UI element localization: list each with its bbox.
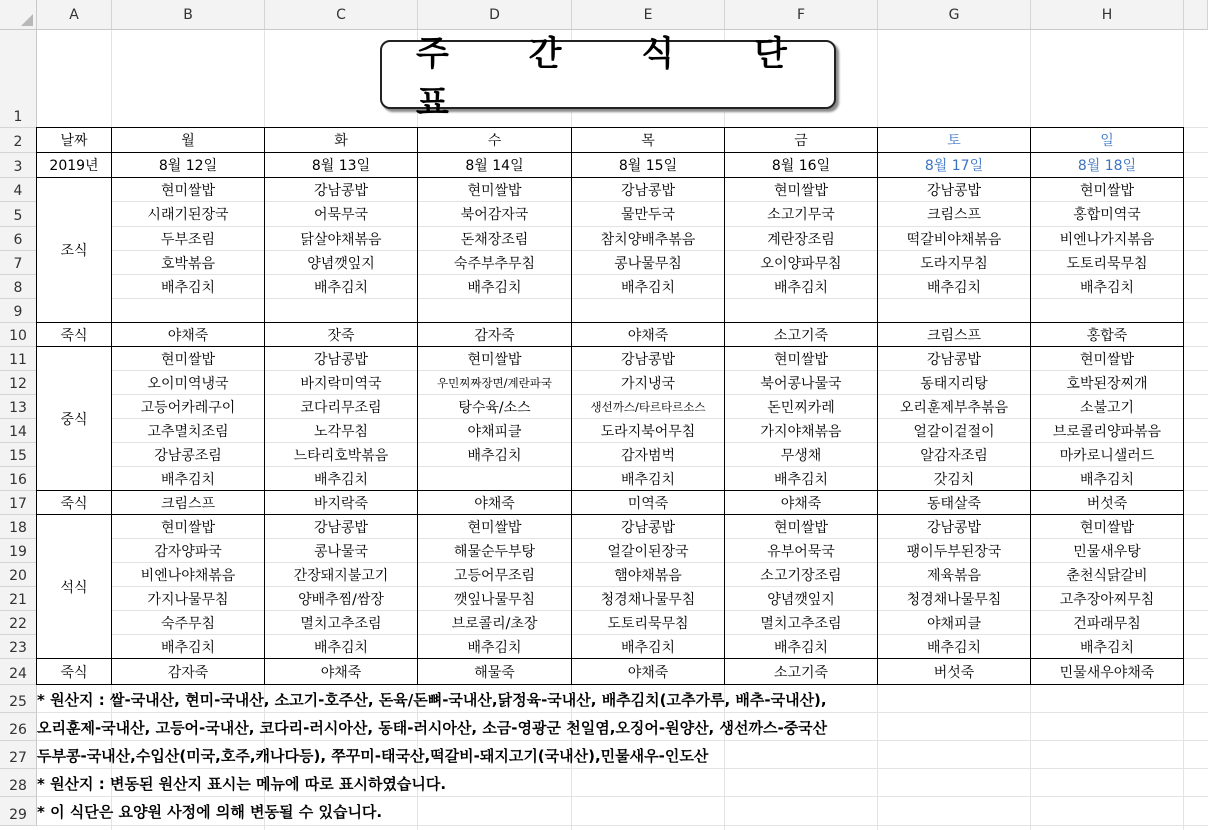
menu-cell[interactable]: 떡갈비야채볶음 (878, 227, 1030, 250)
section-label-porridge[interactable]: 죽식 (37, 323, 111, 346)
porridge-cell[interactable]: 소고기죽 (725, 659, 877, 684)
menu-cell[interactable]: 양념깻잎지 (725, 587, 877, 610)
page-title: 주 간 식 단 표 (416, 33, 821, 123)
menu-cell[interactable]: 고등어무조림 (418, 563, 571, 586)
porridge-cell[interactable]: 크림스프 (112, 491, 264, 514)
menu-cell[interactable]: 두부조림 (112, 227, 264, 250)
menu-cell[interactable]: 배추김치 (725, 467, 877, 490)
menu-cell[interactable]: 민물새우탕 (1031, 539, 1183, 562)
menu-cell[interactable]: 배추김치 (418, 635, 571, 658)
porridge-cell[interactable]: 소고기죽 (725, 323, 877, 346)
row-header-25[interactable]: 25 (0, 685, 37, 713)
menu-cell[interactable]: 현미쌀밥 (1031, 178, 1183, 201)
menu-cell[interactable]: 비엔나야채볶음 (112, 563, 264, 586)
menu-cell[interactable]: 고추멸치조림 (112, 419, 264, 442)
porridge-cell[interactable]: 버섯죽 (1031, 491, 1183, 514)
row-header-27[interactable]: 27 (0, 741, 37, 769)
porridge-cell[interactable]: 홍합죽 (1031, 323, 1183, 346)
row-header-5[interactable]: 5 (0, 202, 37, 227)
menu-cell[interactable]: 가지냉국 (572, 371, 724, 394)
section-label-dinner[interactable]: 석식 (37, 515, 111, 658)
porridge-cell[interactable]: 감자죽 (112, 659, 264, 684)
table-border (36, 127, 37, 685)
menu-cell[interactable]: 코다리무조림 (265, 395, 417, 418)
menu-cell[interactable]: 노각무침 (265, 419, 417, 442)
menu-cell[interactable]: 도라지북어무침 (572, 419, 724, 442)
menu-cell[interactable]: 배추김치 (418, 275, 571, 298)
menu-cell[interactable]: 멸치고추조림 (265, 611, 417, 634)
menu-cell[interactable]: 고등어카레구이 (112, 395, 264, 418)
menu-cell[interactable]: 강남콩밥 (265, 515, 417, 538)
menu-cell[interactable]: 양념깻잎지 (265, 251, 417, 274)
porridge-cell[interactable]: 야채죽 (572, 659, 724, 684)
row-header-16[interactable]: 16 (0, 467, 37, 491)
menu-cell[interactable]: 해물순두부탕 (418, 539, 571, 562)
table-border (417, 127, 418, 685)
menu-cell[interactable] (418, 299, 571, 322)
section-label-lunch[interactable]: 중식 (37, 347, 111, 490)
header-date-label[interactable]: 날짜 (37, 128, 111, 152)
menu-cell[interactable]: 배추김치 (878, 635, 1030, 658)
column-header-g[interactable]: G (878, 0, 1031, 30)
table-border (264, 127, 265, 685)
table-border (37, 658, 1184, 659)
note-line: * 이 식단은 요양원 사정에 의해 변동될 수 있습니다. (37, 803, 383, 821)
menu-cell[interactable]: 강남콩밥 (572, 178, 724, 201)
menu-cell[interactable]: 강남콩밥 (878, 515, 1030, 538)
row-header-24[interactable]: 24 (0, 659, 37, 685)
day-header[interactable]: 금 (725, 128, 877, 152)
menu-cell[interactable]: 배추김치 (112, 467, 264, 490)
porridge-cell[interactable]: 야채죽 (572, 323, 724, 346)
menu-cell[interactable]: 소고기무국 (725, 202, 877, 226)
menu-cell[interactable]: 현미쌀밥 (418, 347, 571, 370)
menu-cell[interactable]: 감자양파국 (112, 539, 264, 562)
menu-cell[interactable]: 콩나물국 (265, 539, 417, 562)
menu-cell[interactable]: 현미쌀밥 (418, 178, 571, 201)
menu-cell[interactable]: 돈채장조림 (418, 227, 571, 250)
row-header-4[interactable]: 4 (0, 178, 37, 202)
row-header-26[interactable]: 26 (0, 713, 37, 741)
menu-cell[interactable]: 도라지무침 (878, 251, 1030, 274)
menu-cell[interactable]: 유부어묵국 (725, 539, 877, 562)
menu-cell[interactable]: 멸치고추조림 (725, 611, 877, 634)
menu-cell[interactable]: 배추김치 (572, 467, 724, 490)
menu-cell[interactable]: 바지락미역국 (265, 371, 417, 394)
date-cell[interactable]: 8월 17일 (878, 153, 1030, 177)
day-header[interactable]: 수 (418, 128, 571, 152)
menu-cell[interactable]: 현미쌀밥 (725, 515, 877, 538)
table-border (877, 127, 878, 685)
menu-cell[interactable]: 시래기된장국 (112, 202, 264, 226)
column-header-b[interactable]: B (112, 0, 265, 30)
menu-cell[interactable]: 오리훈제부추볶음 (878, 395, 1030, 418)
menu-cell[interactable]: 간장돼지불고기 (265, 563, 417, 586)
row-header-11[interactable]: 11 (0, 347, 37, 371)
menu-cell[interactable]: 제육볶음 (878, 563, 1030, 586)
menu-cell[interactable]: 닭살야채볶음 (265, 227, 417, 250)
menu-cell[interactable]: 얼갈이된장국 (572, 539, 724, 562)
table-border (37, 514, 1184, 515)
menu-cell[interactable]: 감자범벅 (572, 443, 724, 466)
menu-cell[interactable]: 강남콩밥 (572, 515, 724, 538)
row-header-3[interactable]: 3 (0, 153, 37, 178)
menu-cell[interactable]: 배추김치 (265, 635, 417, 658)
row-header-13[interactable]: 13 (0, 395, 37, 419)
date-cell[interactable]: 8월 15일 (572, 153, 724, 177)
row-header-2[interactable]: 2 (0, 128, 37, 153)
menu-cell[interactable]: 배추김치 (112, 635, 264, 658)
menu-cell[interactable]: 현미쌀밥 (112, 178, 264, 201)
note-line: 두부콩-국내산,수입산(미국,호주,캐나다등), 쭈꾸미-태국산,떡갈비-돼지고기(국내산),민물새우-인도산 (37, 746, 709, 765)
menu-cell[interactable]: 오이양파무침 (725, 251, 877, 274)
menu-cell[interactable]: 얼갈이겉절이 (878, 419, 1030, 442)
row-header-6[interactable]: 6 (0, 227, 37, 251)
day-header[interactable]: 목 (572, 128, 724, 152)
note-line: * 원산지 : 변동된 원산지 표시는 메뉴에 따로 표시하였습니다. (37, 774, 447, 793)
table-border (571, 127, 572, 685)
menu-cell[interactable]: 고추장아찌무침 (1031, 587, 1183, 610)
menu-cell[interactable]: 현미쌀밥 (1031, 515, 1183, 538)
menu-cell[interactable]: 현미쌀밥 (418, 515, 571, 538)
menu-cell[interactable]: 배추김치 (265, 467, 417, 490)
day-header[interactable]: 일 (1031, 128, 1183, 152)
menu-cell[interactable]: 야채피클 (878, 611, 1030, 634)
menu-cell[interactable]: 배추김치 (418, 443, 571, 466)
column-header-e[interactable]: E (572, 0, 725, 30)
menu-cell[interactable]: 비엔나가지볶음 (1031, 227, 1183, 250)
menu-cell[interactable]: 강남콩조림 (112, 443, 264, 466)
title-box (380, 33, 836, 123)
date-cell[interactable]: 8월 18일 (1031, 153, 1183, 177)
menu-cell[interactable]: 숙주무침 (112, 611, 264, 634)
menu-cell[interactable]: 숙주부추무침 (418, 251, 571, 274)
table-border (37, 152, 1184, 153)
row-header-14[interactable]: 14 (0, 419, 37, 443)
row-header-9[interactable]: 9 (0, 299, 37, 323)
menu-cell[interactable] (1031, 299, 1183, 322)
menu-cell[interactable]: 가지야채볶음 (725, 419, 877, 442)
row-header-23[interactable]: 23 (0, 635, 37, 659)
menu-cell[interactable]: 강남콩밥 (265, 347, 417, 370)
table-border (37, 322, 1184, 323)
menu-cell[interactable]: 야채피클 (418, 419, 571, 442)
menu-cell[interactable]: 홍합미역국 (1031, 202, 1183, 226)
menu-cell[interactable]: 배추김치 (265, 275, 417, 298)
menu-cell[interactable]: 강남콩밥 (878, 178, 1030, 201)
column-header-f[interactable]: F (725, 0, 878, 30)
select-all-corner[interactable] (0, 0, 37, 30)
section-label-porridge[interactable]: 죽식 (37, 659, 111, 684)
date-cell[interactable]: 8월 14일 (418, 153, 571, 177)
menu-cell[interactable]: 깻잎나물무침 (418, 587, 571, 610)
menu-cell[interactable]: 호박된장찌개 (1031, 371, 1183, 394)
column-header-extra[interactable] (1184, 0, 1208, 30)
table-border (1030, 127, 1031, 685)
table-border (1183, 127, 1184, 685)
table-border (724, 127, 725, 685)
menu-cell[interactable]: 강남콩밥 (265, 178, 417, 201)
menu-cell[interactable]: 현미쌀밥 (1031, 347, 1183, 370)
menu-cell[interactable]: 팽이두부된장국 (878, 539, 1030, 562)
date-cell[interactable]: 8월 12일 (112, 153, 264, 177)
menu-cell[interactable]: 배추김치 (1031, 275, 1183, 298)
menu-cell[interactable]: 청경채나물무침 (878, 587, 1030, 610)
row-header-17[interactable]: 17 (0, 491, 37, 515)
menu-cell[interactable]: 콩나물무침 (572, 251, 724, 274)
column-header-h[interactable]: H (1031, 0, 1184, 30)
menu-cell[interactable]: 현미쌀밥 (725, 347, 877, 370)
note-line: * 원산지 : 쌀-국내산, 현미-국내산, 소고기-호주산, 돈육/돈뼈-국내산,닭정육-국내산, 배추김치(고추가루, 배추-국내산), (37, 690, 827, 709)
row-header-18[interactable]: 18 (0, 515, 37, 539)
menu-cell[interactable]: 계란장조림 (725, 227, 877, 250)
menu-cell[interactable]: 동태지리탕 (878, 371, 1030, 394)
menu-cell[interactable]: 소고기장조림 (725, 563, 877, 586)
menu-cell[interactable]: 현미쌀밥 (112, 515, 264, 538)
menu-cell[interactable]: 물만두국 (572, 202, 724, 226)
menu-cell[interactable]: 오이미역냉국 (112, 371, 264, 394)
menu-cell[interactable]: 강남콩밥 (572, 347, 724, 370)
row-header-12[interactable]: 12 (0, 371, 37, 395)
menu-cell[interactable] (112, 299, 264, 322)
menu-cell[interactable]: 호박볶음 (112, 251, 264, 274)
menu-cell[interactable]: 느타리호박볶음 (265, 443, 417, 466)
menu-cell[interactable]: 강남콩밥 (878, 347, 1030, 370)
row-header-28[interactable]: 28 (0, 769, 37, 797)
select-all-icon (21, 14, 33, 26)
menu-cell[interactable] (572, 299, 724, 322)
menu-cell[interactable]: 배추김치 (878, 275, 1030, 298)
menu-cell[interactable]: 무생채 (725, 443, 877, 466)
menu-cell[interactable]: 배추김치 (725, 275, 877, 298)
row-header-22[interactable]: 22 (0, 611, 37, 635)
row-header-19[interactable]: 19 (0, 539, 37, 563)
day-header[interactable]: 월 (112, 128, 264, 152)
porridge-cell[interactable]: 민물새우야채죽 (1031, 659, 1183, 684)
menu-cell[interactable]: 갓김치 (878, 467, 1030, 490)
menu-cell[interactable]: 생선까스/타르타르소스 (572, 395, 724, 418)
table-border (37, 490, 1184, 491)
menu-cell[interactable]: 현미쌀밥 (725, 178, 877, 201)
menu-cell[interactable]: 브로콜리/초장 (418, 611, 571, 634)
row-header-1[interactable]: 1 (0, 30, 37, 128)
table-border (37, 346, 1184, 347)
row-header-10[interactable]: 10 (0, 323, 37, 347)
row-header-20[interactable]: 20 (0, 563, 37, 587)
menu-cell[interactable]: 배추김치 (725, 635, 877, 658)
menu-cell[interactable]: 돈민찌카레 (725, 395, 877, 418)
menu-cell[interactable]: 어묵무국 (265, 202, 417, 226)
menu-cell[interactable]: 배추김치 (1031, 635, 1183, 658)
menu-cell[interactable]: 건파래무침 (1031, 611, 1183, 634)
menu-cell[interactable]: 마카로니샐러드 (1031, 443, 1183, 466)
date-cell[interactable]: 8월 13일 (265, 153, 417, 177)
porridge-cell[interactable]: 야채죽 (725, 491, 877, 514)
menu-cell[interactable]: 현미쌀밥 (112, 347, 264, 370)
menu-cell[interactable] (265, 299, 417, 322)
row-header-7[interactable]: 7 (0, 251, 37, 275)
column-header-d[interactable]: D (418, 0, 572, 30)
menu-cell[interactable]: 참치양배추볶음 (572, 227, 724, 250)
row-header-8[interactable]: 8 (0, 275, 37, 299)
table-border (111, 127, 112, 685)
menu-cell[interactable] (725, 299, 877, 322)
row-header-15[interactable]: 15 (0, 443, 37, 467)
table-border (37, 127, 1184, 128)
column-header-a[interactable]: A (37, 0, 112, 30)
menu-cell[interactable] (878, 299, 1030, 322)
porridge-cell[interactable]: 바지락죽 (265, 491, 417, 514)
menu-cell[interactable]: 우민찌짜장면/계란파국 (418, 371, 571, 394)
menu-cell[interactable]: 배추김치 (572, 275, 724, 298)
row-header-29[interactable]: 29 (0, 797, 37, 826)
menu-cell[interactable]: 도토리묵무침 (1031, 251, 1183, 274)
porridge-cell[interactable]: 감자죽 (418, 323, 571, 346)
menu-cell[interactable] (418, 467, 571, 490)
note-line: 오리훈제-국내산, 고등어-국내산, 코다리-러시아산, 동태-러시아산, 소금-영광군 천일염,오징어-원양산, 생선까스-중국산 (37, 718, 828, 737)
menu-cell[interactable]: 햄야채볶음 (572, 563, 724, 586)
porridge-cell[interactable]: 야채죽 (265, 659, 417, 684)
porridge-cell[interactable]: 해물죽 (418, 659, 571, 684)
menu-cell[interactable]: 크림스프 (878, 202, 1030, 226)
day-header[interactable]: 토 (878, 128, 1030, 152)
menu-cell[interactable]: 배추김치 (572, 635, 724, 658)
menu-cell[interactable]: 탕수육/소스 (418, 395, 571, 418)
menu-cell[interactable]: 브로콜리양파볶음 (1031, 419, 1183, 442)
porridge-cell[interactable]: 미역죽 (572, 491, 724, 514)
menu-cell[interactable]: 소불고기 (1031, 395, 1183, 418)
menu-cell[interactable]: 가지나물무침 (112, 587, 264, 610)
porridge-cell[interactable]: 크림스프 (878, 323, 1030, 346)
menu-cell[interactable]: 배추김치 (112, 275, 264, 298)
menu-cell[interactable]: 북어감자국 (418, 202, 571, 226)
section-label-breakfast[interactable]: 조식 (37, 178, 111, 322)
date-cell[interactable]: 8월 16일 (725, 153, 877, 177)
section-label-porridge[interactable]: 죽식 (37, 491, 111, 514)
column-header-c[interactable]: C (265, 0, 418, 30)
porridge-cell[interactable]: 잣죽 (265, 323, 417, 346)
menu-cell[interactable]: 알감자조림 (878, 443, 1030, 466)
porridge-cell[interactable]: 야채죽 (418, 491, 571, 514)
menu-cell[interactable]: 배추김치 (1031, 467, 1183, 490)
menu-cell[interactable]: 북어콩나물국 (725, 371, 877, 394)
day-header[interactable]: 화 (265, 128, 417, 152)
porridge-cell[interactable]: 동태살죽 (878, 491, 1030, 514)
porridge-cell[interactable]: 버섯죽 (878, 659, 1030, 684)
menu-cell[interactable]: 춘천식닭갈비 (1031, 563, 1183, 586)
header-year[interactable]: 2019년 (37, 153, 111, 177)
row-header-21[interactable]: 21 (0, 587, 37, 611)
menu-cell[interactable]: 청경채나물무침 (572, 587, 724, 610)
menu-cell[interactable]: 도토리묵무침 (572, 611, 724, 634)
table-border (37, 177, 1184, 178)
porridge-cell[interactable]: 야채죽 (112, 323, 264, 346)
menu-cell[interactable]: 양배추찜/쌈장 (265, 587, 417, 610)
